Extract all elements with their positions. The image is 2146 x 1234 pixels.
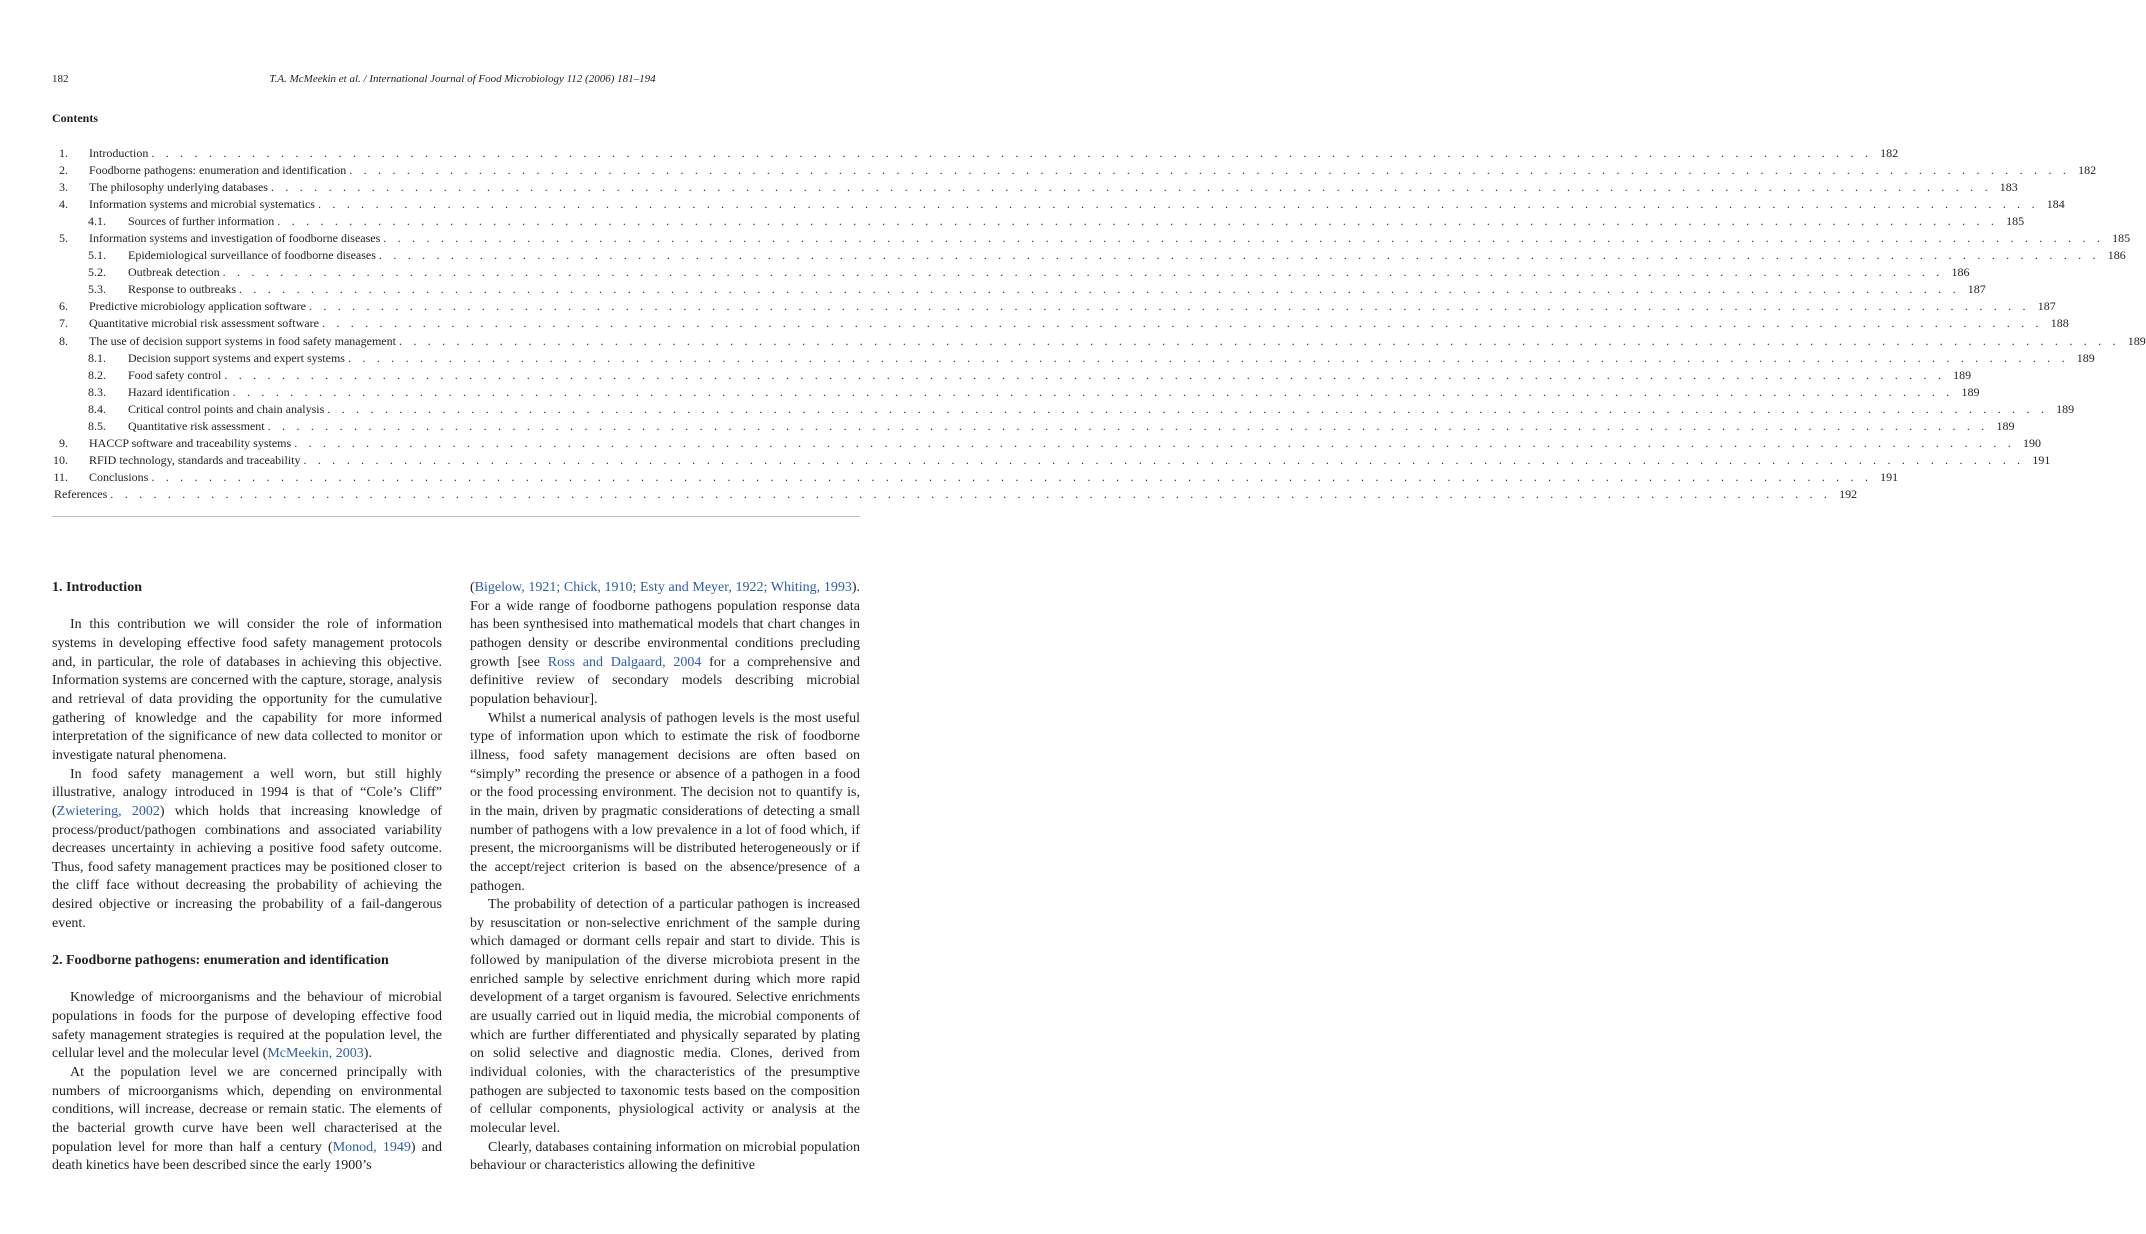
toc-entry-number: 8.1. (88, 350, 106, 365)
toc-entry-page: 185 (2006, 214, 2025, 229)
toc-entry-number: 3. (59, 180, 68, 195)
toc-entry-number: 2. (59, 163, 68, 178)
paragraph: In this contribution we will consider the role of information systems in developing effective food safety management protocols and, in particular, the role of databases in achieving this objective. Information systems are concerned with the capture, storage, analysis and retrieval of data providing the opportunity for the cumulative gathering of knowledge and the capability for more informed interpretation of the significance of new data collected to monitor or investigate natural phenomena. (52, 617, 442, 763)
toc-entry[interactable] (52, 418, 2015, 435)
toc-entry-number: 8.5. (88, 418, 106, 433)
page-number: 182 (52, 73, 69, 85)
toc-entry[interactable] (52, 333, 2146, 350)
toc-entry-title: Epidemiological surveillance of foodborne diseases (128, 248, 376, 263)
toc-entry-title: Information systems and microbial systematics (89, 197, 315, 212)
toc-entry[interactable] (52, 247, 2126, 264)
contents-title: Contents (52, 111, 99, 125)
contents-divider (52, 516, 860, 517)
citation-link[interactable]: Zwietering, 2002 (56, 803, 160, 819)
toc-entry[interactable] (52, 315, 2069, 332)
toc-entry[interactable] (52, 281, 1986, 298)
section-heading-pathogens: 2. Foodborne pathogens: enumeration and identification (52, 953, 389, 969)
toc-dot-leader: . . . . . . . . . . . . . . . . . . . . . . . . . . . . . . . . . . . . . . . . . . . . . . . . . . . . . . . . . . . . . . . . . . . . . . . . . . . . . . . . . . . . . . . . . . . . . . . . . . . . . . . . . . . . . . . . . . . . . . . . (321, 316, 2043, 331)
toc-entry-page: 189 (2076, 350, 2095, 365)
toc-dot-leader: . . . . . . . . . . . . . . . . . . . . . . . . . . . . . . . . . . . . . . . . . . . . . . . . . . . . . . . . . . . . . . . . . . . . . . . . . . . . . . . . . . . . . . . . . . . . . . . . . . . . . . . . . . . . . . . . . . . . . . . . (308, 299, 2030, 314)
toc-entry-page: 184 (2046, 197, 2065, 212)
toc-entry-page: 191 (2032, 452, 2051, 467)
toc-entry-title: The philosophy underlying databases (89, 180, 268, 195)
toc-entry[interactable] (52, 435, 2041, 452)
toc-entry[interactable] (52, 350, 2095, 367)
toc-dot-leader: . . . . . . . . . . . . . . . . . . . . . . . . . . . . . . . . . . . . . . . . . . . . . . . . . . . . . . . . . . . . . . . . . . . . . . . . . . . . . . . . . . . . . . . . . . . . . . . . . . . . . . . . . . . . . . . . . . . . . . . . (224, 367, 1946, 382)
toc-entry-page: 192 (1839, 486, 1858, 501)
toc-entry[interactable] (52, 384, 1980, 401)
toc-dot-leader: . . . . . . . . . . . . . . . . . . . . . . . . . . . . . . . . . . . . . . . . . . . . . . . . . . . . . . . . . . . . . . . . . . . . . . . . . . . . . . . . . . . . . . . . . . . . . . . . . . . . . . . . . . . . . . . . . . . . . . . . (267, 418, 1989, 433)
toc-entry-title: Decision support systems and expert systems (128, 350, 345, 365)
running-header: T.A. McMeekin et al. / International Journal of Food Microbiology 112 (2006) 181–194 (269, 73, 656, 85)
toc-entry-page: 190 (2023, 435, 2041, 450)
toc-entry[interactable] (52, 452, 2051, 469)
toc-entry-title: Information systems and investigation of foodborne diseases (89, 231, 381, 246)
toc-dot-leader: . . . . . . . . . . . . . . . . . . . . . . . . . . . . . . . . . . . . . . . . . . . . . . . . . . . . . . . . . . . . . . . . . . . . . . . . . . . . . . . . . . . . . . . . . . . . . . . . . . . . . . . . . . . . . . . . . . . . . . . . (151, 469, 1873, 484)
toc-entry-number: 8.2. (88, 367, 106, 382)
toc-entry-title: RFID technology, standards and traceability (89, 452, 301, 467)
toc-dot-leader: . . . . . . . . . . . . . . . . . . . . . . . . . . . . . . . . . . . . . . . . . . . . . . . . . . . . . . . . . . . . . . . . . . . . . . . . . . . . . . . . . . . . . . . . . . . . . . . . . . . . . . . . . . . . . . . . . . . . . . . . (303, 452, 2025, 467)
left-column (52, 579, 442, 1176)
toc-entry[interactable] (52, 179, 2018, 196)
toc-entry-page: 183 (1999, 180, 2018, 195)
citation-link[interactable]: Ross and Dalgaard, 2004 (547, 654, 702, 670)
toc-entry[interactable] (52, 162, 2097, 179)
toc-entry-page: 187 (1967, 282, 1986, 297)
toc-entry[interactable] (52, 367, 1972, 384)
toc-entry-page: 182 (2078, 163, 2097, 178)
toc-dot-leader: . . . . . . . . . . . . . . . . . . . . . . . . . . . . . . . . . . . . . . . . . . . . . . . . . . . . . . . . . . . . . . . . . . . . . . . . . . . . . . . . . . . . . . . . . . . . . . . . . . . . . . . . . . . . . . . . . . . . . . . . (294, 435, 2015, 450)
toc-entry-number: 5.2. (88, 265, 106, 280)
toc-entry-number: 6. (59, 299, 68, 314)
toc-entry-page: 189 (1953, 367, 1972, 382)
toc-entry-page: 187 (2037, 299, 2056, 314)
toc-entry-title: Quantitative risk assessment (128, 418, 265, 433)
toc-dot-leader: . . . . . . . . . . . . . . . . . . . . . . . . . . . . . . . . . . . . . . . . . . . . . . . . . . . . . . . . . . . . . . . . . . . . . . . . . . . . . . . . . . . . . . . . . . . . . . . . . . . . . . . . . . . . . . . . . . . . . . . . (222, 265, 1944, 280)
toc-entry-title: Sources of further information (128, 214, 275, 229)
right-column (470, 579, 860, 1176)
toc-entry[interactable] (52, 486, 1858, 503)
toc-entry-page: 185 (2112, 231, 2131, 246)
toc-dot-leader: . . . . . . . . . . . . . . . . . . . . . . . . . . . . . . . . . . . . . . . . . . . . . . . . . . . . . . . . . . . . . . . . . . . . . . . . . . . . . . . . . . . . . . . . . . . . . . . . . . . . . . . . . . . . . . . . . . . . . . . . (347, 350, 2069, 365)
toc-entry-number: 7. (59, 316, 68, 331)
toc-entry-title: Response to outbreaks (128, 282, 236, 297)
toc-entry[interactable] (52, 213, 2025, 230)
toc-entry-page: 182 (1880, 146, 1899, 160)
toc-entry-number: 5. (59, 231, 68, 246)
paragraph: At the population level we are concerned principally with numbers of microorganisms which, depending on environmental conditions, will increase, decrease or remain static. The elements of the bacterial growth curve have been well characterised at the population level for more than half a century (Monod, 1949) and death kinetics have been described since the early 1900’s (52, 1065, 443, 1174)
toc-entry-title: Conclusions (89, 469, 149, 484)
paragraph: The probability of detection of a particular pathogen is increased by resuscitation or non-selective enrichment of the sample during which damaged or dormant cells repair and start to divide. This is followed by manipulation of the diverse microbiota present in the enriched sample by selective enrichment during which more rapid development of a target organism is favoured. Selective enrichments are usually carried out in liquid media, the microbial components of which are further differentiated and physically separated by plating on solid selective and diagnostic media. Clones, derived from individual colonies, with the characteristics of the presumptive pathogen are subjected to taxonomic tests based on the composition of cellular components, physiological activity or analysis at the molecular level. (470, 897, 860, 1137)
toc-entry-number: 8.4. (88, 401, 106, 416)
toc-entry-title: Introduction (89, 146, 149, 160)
toc-entry-number: 10. (53, 452, 68, 467)
toc-dot-leader: . . . . . . . . . . . . . . . . . . . . . . . . . . . . . . . . . . . . . . . . . . . . . . . . . . . . . . . . . . . . . . . . . . . . . . . . . . . . . . . . . . . . . . . . . . . . . . . . . . . . . . . . . . . . . . . . . . . . . . . . (238, 282, 1960, 297)
toc-entry[interactable] (52, 469, 1899, 486)
toc-dot-leader: . . . . . . . . . . . . . . . . . . . . . . . . . . . . . . . . . . . . . . . . . . . . . . . . . . . . . . . . . . . . . . . . . . . . . . . . . . . . . . . . . . . . . . . . . . . . . . . . . . . . . . . . . . . . . . . . . . . . . . . . (378, 248, 2100, 263)
toc-entry-number: 8.3. (88, 384, 106, 399)
toc-entry-number: 9. (59, 435, 68, 450)
toc-entry-title: Foodborne pathogens: enumeration and identification (89, 163, 347, 178)
toc-dot-leader: . . . . . . . . . . . . . . . . . . . . . . . . . . . . . . . . . . . . . . . . . . . . . . . . . . . . . . . . . . . . . . . . . . . . . . . . . . . . . . . . . . . . . . . . . . . . . . . . . . . . . . . . . . . . . . . . . . . . . . . . (270, 180, 1992, 195)
toc-entry-title: Outbreak detection (128, 265, 220, 280)
toc-entry-number: 5.1. (88, 248, 106, 263)
table-of-contents (52, 145, 2146, 503)
toc-entry-title: HACCP software and traceability systems (89, 435, 292, 450)
citation-link[interactable]: Bigelow, 1921; Chick, 1910; Esty and Meyer, 1922; Whiting, 1993 (474, 580, 852, 595)
toc-entry[interactable] (52, 230, 2131, 247)
toc-entry-page: 189 (1961, 384, 1980, 399)
toc-entry-number: 1. (59, 146, 68, 160)
paragraph: Knowledge of microorganisms and the behaviour of microbial populations in foods for the purpose of developing effective food safety management strategies is required at the population level, the cellular level and the molecular level (McMeekin, 2003). (52, 990, 442, 1062)
toc-entry-title: References (54, 486, 108, 501)
toc-entry-page: 188 (2050, 316, 2069, 331)
toc-entry-title: Quantitative microbial risk assessment software (89, 316, 319, 331)
toc-entry-page: 189 (1996, 418, 2015, 433)
toc-entry-number: 8. (59, 333, 68, 348)
citation-link[interactable]: Monod, 1949 (332, 1139, 411, 1155)
paragraph: Clearly, databases containing information on microbial population behaviour or characteristics allowing the definitive (470, 1139, 860, 1174)
toc-entry-page: 191 (1880, 469, 1899, 484)
toc-entry-page: 189 (2056, 401, 2075, 416)
citation-link[interactable]: McMeekin, 2003 (267, 1046, 364, 1062)
toc-entry-title: The use of decision support systems in food safety management (89, 333, 396, 348)
toc-dot-leader: . . . . . . . . . . . . . . . . . . . . . . . . . . . . . . . . . . . . . . . . . . . . . . . . . . . . . . . . . . . . . . . . . . . . . . . . . . . . . . . . . . . . . . . . . . . . . . . . . . . . . . . . . . . . . . . . . . . . . . . . (383, 231, 2105, 246)
toc-entry[interactable] (52, 264, 1970, 281)
toc-entry-title: Food safety control (128, 367, 222, 382)
toc-dot-leader: . . . . . . . . . . . . . . . . . . . . . . . . . . . . . . . . . . . . . . . . . . . . . . . . . . . . . . . . . . . . . . . . . . . . . . . . . . . . . . . . . . . . . . . . . . . . . . . . . . . . . . . . . . . . . . . . . . . . . . . . (317, 197, 2039, 212)
toc-entry-title: Predictive microbiology application software (89, 299, 306, 314)
toc-entry-page: 186 (1951, 265, 1970, 280)
toc-dot-leader: . . . . . . . . . . . . . . . . . . . . . . . . . . . . . . . . . . . . . . . . . . . . . . . . . . . . . . . . . . . . . . . . . . . . . . . . . . . . . . . . . . . . . . . . . . . . . . . . . . . . . . . . . . . . . . . . . . . . . . . . (349, 163, 2071, 178)
toc-dot-leader: . . . . . . . . . . . . . . . . . . . . . . . . . . . . . . . . . . . . . . . . . . . . . . . . . . . . . . . . . . . . . . . . . . . . . . . . . . . . . . . . . . . . . . . . . . . . . . . . . . . . . . . . . . . . . . . . . . . . . . . . (151, 146, 1873, 160)
toc-entry-number: 11. (53, 469, 68, 484)
toc-dot-leader: . . . . . . . . . . . . . . . . . . . . . . . . . . . . . . . . . . . . . . . . . . . . . . . . . . . . . . . . . . . . . . . . . . . . . . . . . . . . . . . . . . . . . . . . . . . . . . . . . . . . . . . . . . . . . . . . . . . . . . . . (110, 486, 1832, 501)
toc-entry-number: 5.3. (88, 282, 106, 297)
toc-entry[interactable] (52, 298, 2056, 315)
toc-dot-leader: . . . . . . . . . . . . . . . . . . . . . . . . . . . . . . . . . . . . . . . . . . . . . . . . . . . . . . . . . . . . . . . . . . . . . . . . . . . . . . . . . . . . . . . . . . . . . . . . . . . . . . . . . . . . . . . . . . . . . . . . (277, 214, 1999, 229)
toc-entry[interactable] (52, 145, 1899, 162)
toc-entry-page: 186 (2107, 248, 2126, 263)
toc-dot-leader: . . . . . . . . . . . . . . . . . . . . . . . . . . . . . . . . . . . . . . . . . . . . . . . . . . . . . . . . . . . . . . . . . . . . . . . . . . . . . . . . . . . . . . . . . . . . . . . . . . . . . . . . . . . . . . . . . . . . . . . . (327, 401, 2049, 416)
toc-entry-number: 4. (59, 197, 68, 212)
toc-entry[interactable] (52, 196, 2065, 213)
toc-entry-title: Hazard identification (128, 384, 230, 399)
paragraph: (Bigelow, 1921; Chick, 1910; Esty and Meyer, 1922; Whiting, 1993). For a wide range of foodborne pathogens population response data has been synthesised into mathematical models that chart changes in pathogen density or describe environmental conditions precluding growth [see Ross and Dalgaard, 2004 for a comprehensive and definitive review of secondary models describing microbial population behaviour]. (470, 580, 860, 707)
toc-entry-number: 4.1. (88, 214, 106, 229)
toc-dot-leader: . . . . . . . . . . . . . . . . . . . . . . . . . . . . . . . . . . . . . . . . . . . . . . . . . . . . . . . . . . . . . . . . . . . . . . . . . . . . . . . . . . . . . . . . . . . . . . . . . . . . . . . . . . . . . . . . . . . . . . . . (398, 333, 2120, 348)
toc-entry-title: Critical control points and chain analysis (128, 401, 325, 416)
toc-entry-page: 189 (2127, 333, 2146, 348)
paragraph: Whilst a numerical analysis of pathogen levels is the most useful type of information upon which to estimate the risk of foodborne illness, food safety management decisions are often based on “simply” recording the presence or absence of a pathogen in a food or the food processing environment. The decision not to quantify is, in the main, driven by pragmatic considerations of detecting a small number of pathogens with a low prevalence in a lot of food which, if present, the microorganisms will be distributed heterogeneously or if the accept/reject criterion is based on the absence/presence of a pathogen. (470, 710, 860, 894)
toc-entry[interactable] (52, 401, 2075, 418)
toc-dot-leader: . . . . . . . . . . . . . . . . . . . . . . . . . . . . . . . . . . . . . . . . . . . . . . . . . . . . . . . . . . . . . . . . . . . . . . . . . . . . . . . . . . . . . . . . . . . . . . . . . . . . . . . . . . . . . . . . . . . . . . . . (232, 384, 1954, 399)
paragraph: In food safety management a well worn, but still highly illustrative, analogy introduced in 1994 is that of “Cole’s Cliff” (Zwietering, 2002) which holds that increasing knowledge of process/product/pathogen combinations and associated variability decreases uncertainty in achieving a positive food safety outcome. Thus, food safety management practices may be positioned closer to the cliff face without decreasing the probability of achieving the desired objective or increasing the probability of a fail-dangerous event. (52, 766, 443, 931)
section-heading-introduction: 1. Introduction (52, 580, 142, 595)
